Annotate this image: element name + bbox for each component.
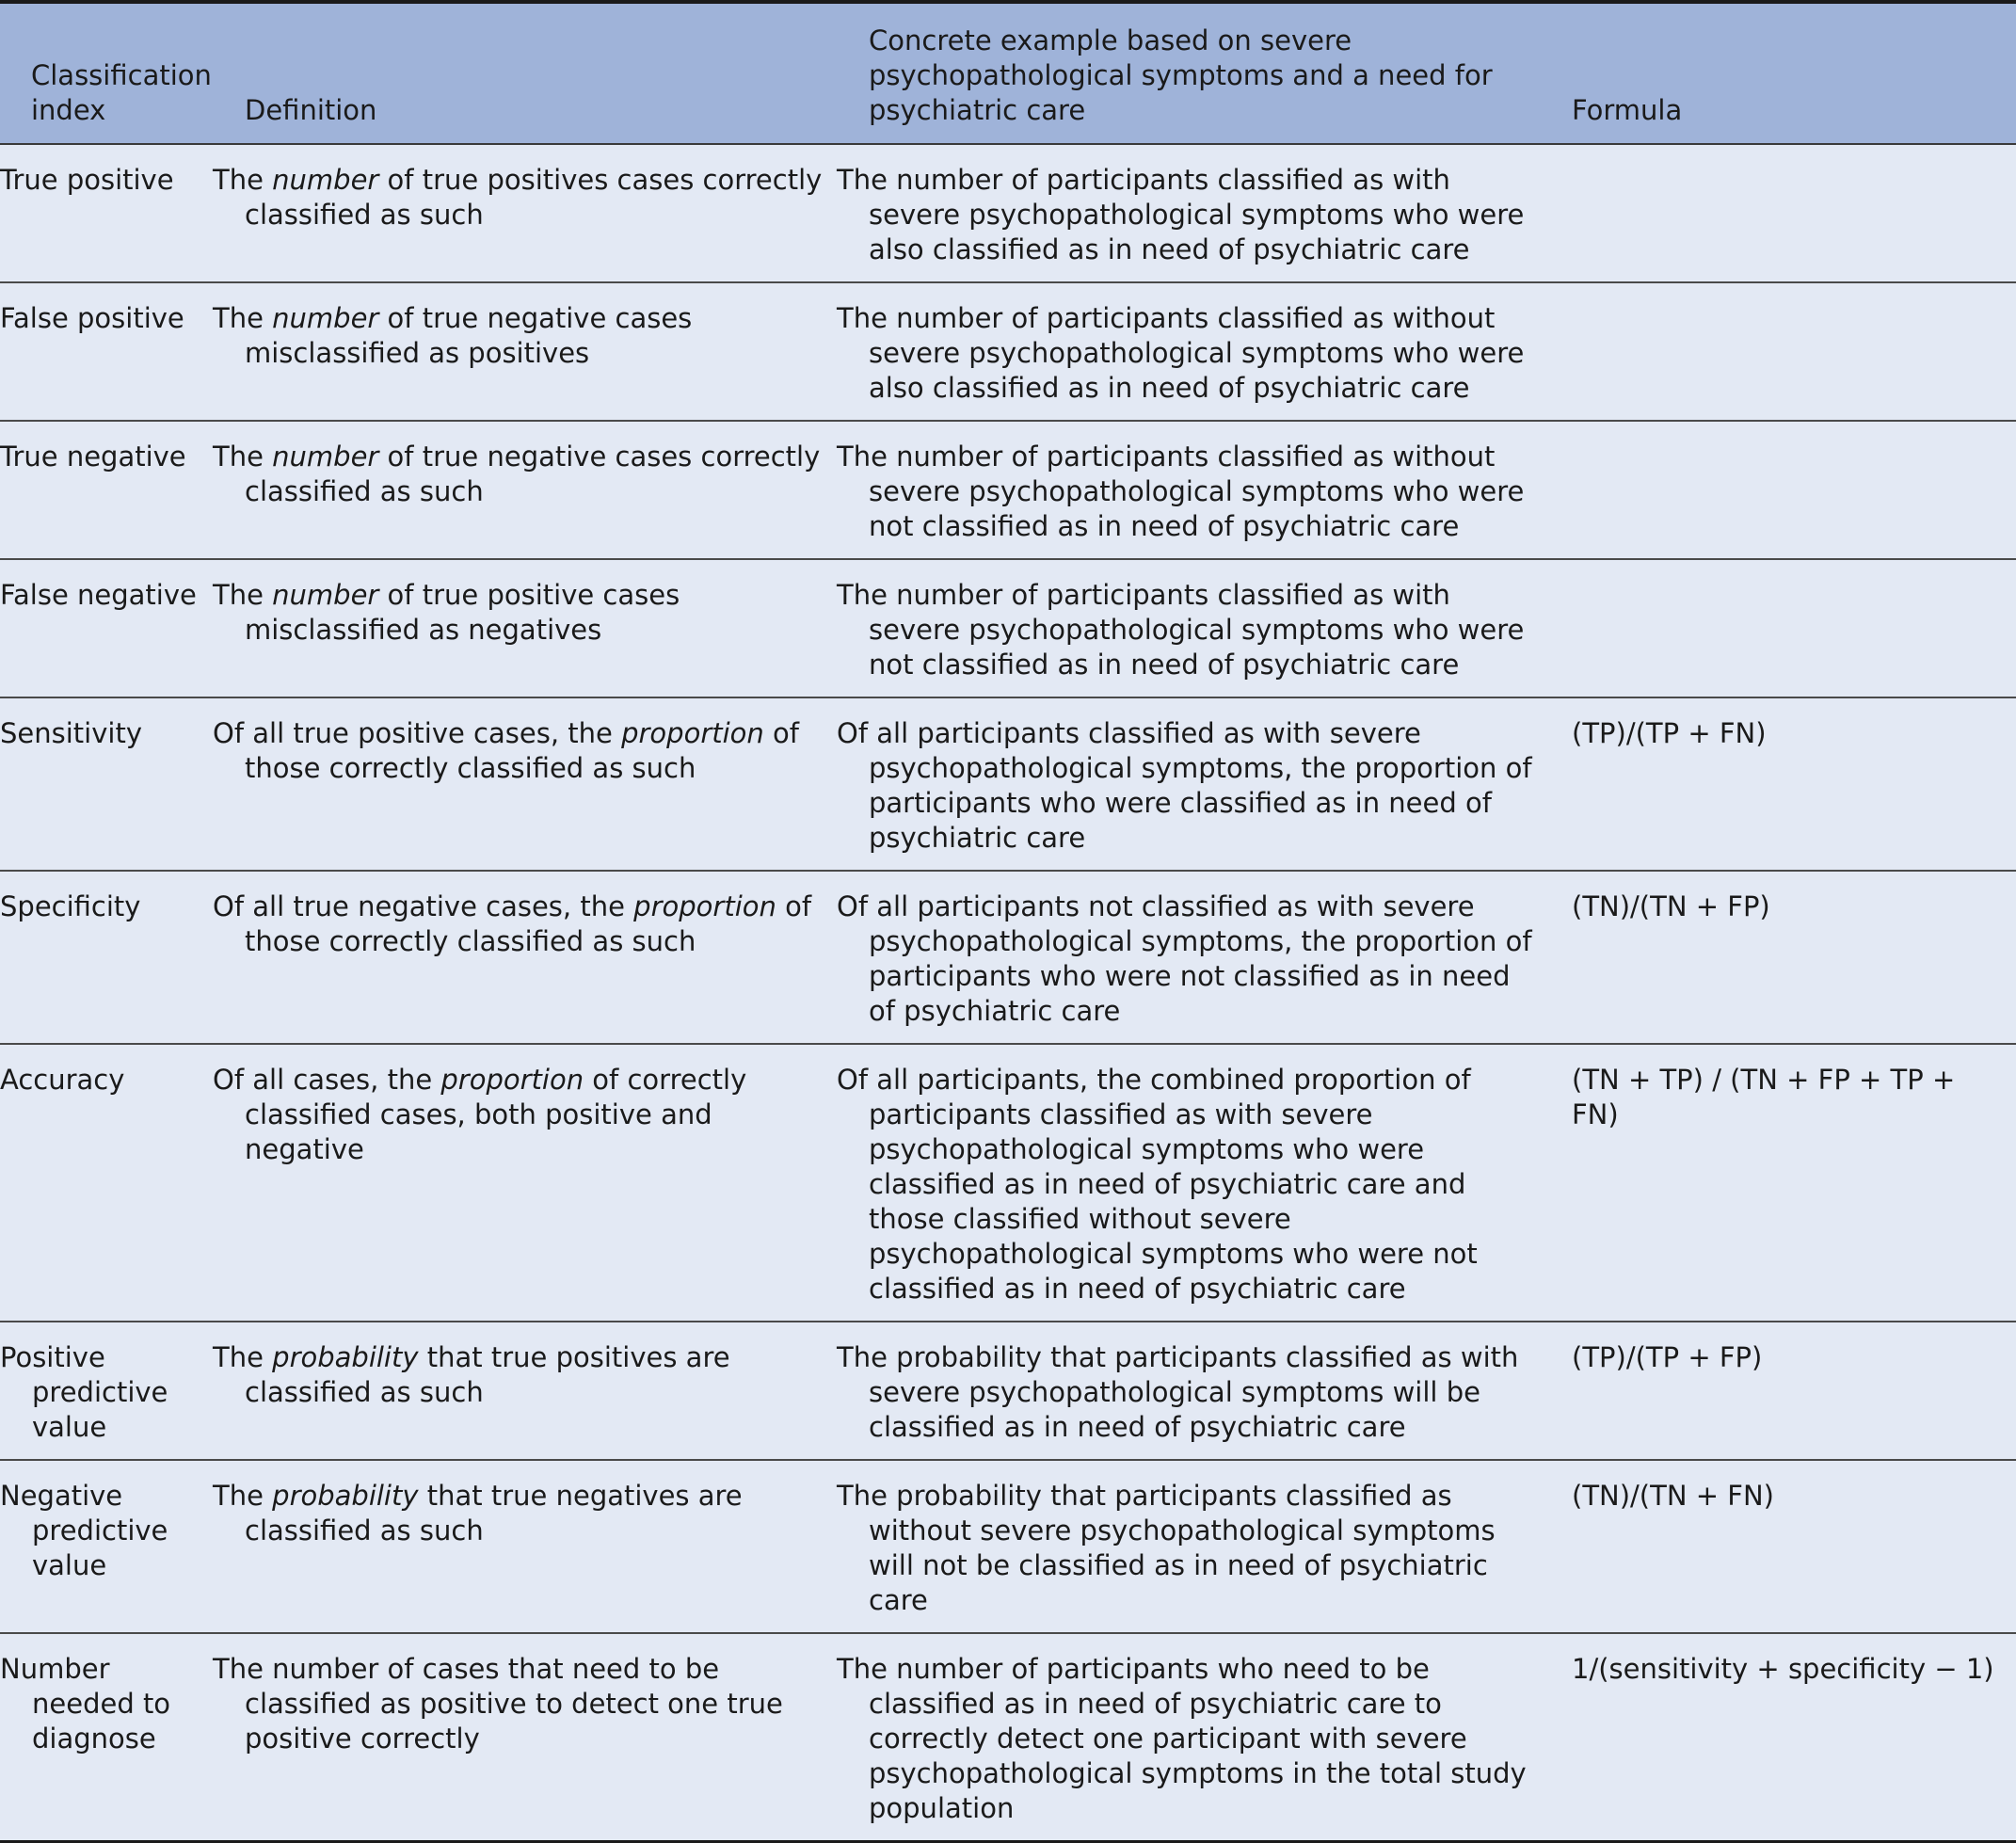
cell-definition bbox=[213, 1044, 840, 1322]
cell-definition bbox=[213, 1460, 840, 1633]
cell-index: Number needed to diagnose bbox=[0, 1653, 171, 1755]
definition-emphasis: number bbox=[272, 579, 379, 611]
definition-text: The number of cases that need to be classified as positive to detect one true positive correctly bbox=[213, 1653, 783, 1755]
cell-definition bbox=[213, 559, 840, 697]
definition-text: Of all true positive cases, the bbox=[213, 717, 622, 749]
definition-emphasis: probability bbox=[272, 1480, 419, 1512]
cell-formula: 1/(sensitivity + specificity − 1) bbox=[1572, 1653, 1994, 1685]
cell-example: The number of participants classified as with severe psychopathological symptoms who were also classified as in need of psychiatric care bbox=[837, 164, 1525, 265]
table-row bbox=[0, 1044, 2016, 1322]
table-row bbox=[0, 1322, 2016, 1460]
cell-definition bbox=[213, 144, 840, 282]
cell-formula: (TN)/(TN + FP) bbox=[1572, 890, 1770, 922]
definition-emphasis: proportion bbox=[621, 717, 764, 749]
cell-formula: (TP)/(TP + FN) bbox=[1572, 717, 1767, 749]
cell-index: Sensitivity bbox=[0, 717, 142, 749]
header-example: Concrete example based on severe psychopathological symptoms and a need for psychiatric care bbox=[869, 24, 1493, 126]
cell-index: Accuracy bbox=[0, 1064, 125, 1096]
definition-text: The bbox=[213, 579, 273, 611]
definition-text: Of all cases, the bbox=[213, 1064, 441, 1096]
cell-definition bbox=[213, 421, 840, 559]
definition-text: of those correctly classified as such bbox=[245, 717, 799, 784]
cell-example: Of all participants, the combined proportion of participants classified as with severe psychopathological symptoms who were classified as in need of psychiatric care and those classified without severe psychopathological symptoms who were not classified as in need of psychiatric care bbox=[837, 1064, 1478, 1305]
cell-definition bbox=[213, 697, 840, 871]
cell-index: False positive bbox=[0, 302, 184, 334]
cell-formula bbox=[1544, 421, 2016, 559]
cell-example: The probability that participants classified as with severe psychopathological symptoms will be classified as in need of psychiatric care bbox=[837, 1341, 1519, 1443]
definition-text: The bbox=[213, 302, 273, 334]
table-row bbox=[0, 559, 2016, 697]
cell-formula bbox=[1544, 282, 2016, 421]
header-row bbox=[0, 2, 2016, 144]
header-definition: Definition bbox=[245, 94, 377, 126]
cell-index: Positive predictive value bbox=[0, 1341, 168, 1443]
cell-index: True negative bbox=[0, 441, 186, 473]
definition-text: that true positives are classified as such bbox=[245, 1341, 730, 1408]
cell-definition bbox=[213, 282, 840, 421]
header-classification-index: Classification index bbox=[31, 59, 212, 126]
cell-formula: (TP)/(TP + FP) bbox=[1572, 1341, 1763, 1373]
definition-text: of those correctly classified as such bbox=[245, 890, 812, 957]
definition-emphasis: number bbox=[272, 302, 379, 334]
table-row bbox=[0, 697, 2016, 871]
cell-example: The number of participants classified as without severe psychopathological symptoms who were also classified as in need of psychiatric care bbox=[837, 302, 1525, 404]
table-row bbox=[0, 144, 2016, 282]
definition-text: Of all true negative cases, the bbox=[213, 890, 634, 922]
table-header bbox=[0, 2, 2016, 144]
cell-example: The number of participants classified as without severe psychopathological symptoms who were not classified as in need of psychiatric care bbox=[837, 441, 1525, 542]
table-row bbox=[0, 282, 2016, 421]
definition-emphasis: proportion bbox=[440, 1064, 584, 1096]
cell-formula bbox=[1544, 144, 2016, 282]
table-row bbox=[0, 1460, 2016, 1633]
table-body bbox=[0, 144, 2016, 1842]
definition-text: The bbox=[213, 1480, 273, 1512]
table-row bbox=[0, 1633, 2016, 1842]
cell-example: The probability that participants classified as without severe psychopathological symptoms will not be classified as in need of psychiatric care bbox=[837, 1480, 1496, 1616]
table-row bbox=[0, 871, 2016, 1044]
cell-index: Specificity bbox=[0, 890, 141, 922]
definition-text: The bbox=[213, 441, 273, 473]
cell-index: Negative predictive value bbox=[0, 1480, 168, 1581]
definition-text: of true positives cases correctly classified as such bbox=[245, 164, 823, 231]
definition-text: of correctly classified cases, both positive and negative bbox=[245, 1064, 747, 1165]
definition-emphasis: probability bbox=[272, 1341, 419, 1373]
cell-definition bbox=[213, 871, 840, 1044]
definition-text: The bbox=[213, 164, 273, 196]
definition-text: of true positive cases misclassified as negatives bbox=[245, 579, 680, 646]
cell-formula bbox=[1544, 559, 2016, 697]
cell-formula: (TN + TP) / (TN + FP + TP + FN) bbox=[1572, 1064, 1956, 1130]
cell-index: True positive bbox=[0, 164, 174, 196]
header-formula: Formula bbox=[1572, 94, 1683, 126]
definition-emphasis: proportion bbox=[633, 890, 776, 922]
definition-text: that true negatives are classified as such bbox=[245, 1480, 743, 1547]
cell-definition bbox=[213, 1322, 840, 1460]
definition-text: The bbox=[213, 1341, 273, 1373]
cell-example: Of all participants not classified as with severe psychopathological symptoms, the proportion of participants who were not classified as in need of psychiatric care bbox=[837, 890, 1532, 1027]
cell-example: The number of participants classified as with severe psychopathological symptoms who were not classified as in need of psychiatric care bbox=[837, 579, 1525, 681]
cell-example: Of all participants classified as with severe psychopathological symptoms, the proportion of participants who were classified as in need of psychiatric care bbox=[837, 717, 1532, 854]
definition-emphasis: number bbox=[272, 164, 379, 196]
table-row bbox=[0, 421, 2016, 559]
definition-text: of true negative cases correctly classified as such bbox=[245, 441, 821, 507]
cell-definition bbox=[213, 1633, 840, 1842]
cell-formula: (TN)/(TN + FN) bbox=[1572, 1480, 1774, 1512]
cell-index: False negative bbox=[0, 579, 197, 611]
cell-example: The number of participants who need to be classified as in need of psychiatric care to correctly detect one participant with severe psychopathological symptoms in the total study population bbox=[837, 1653, 1527, 1824]
definition-text: of true negative cases misclassified as positives bbox=[245, 302, 693, 369]
definition-emphasis: number bbox=[272, 441, 379, 473]
